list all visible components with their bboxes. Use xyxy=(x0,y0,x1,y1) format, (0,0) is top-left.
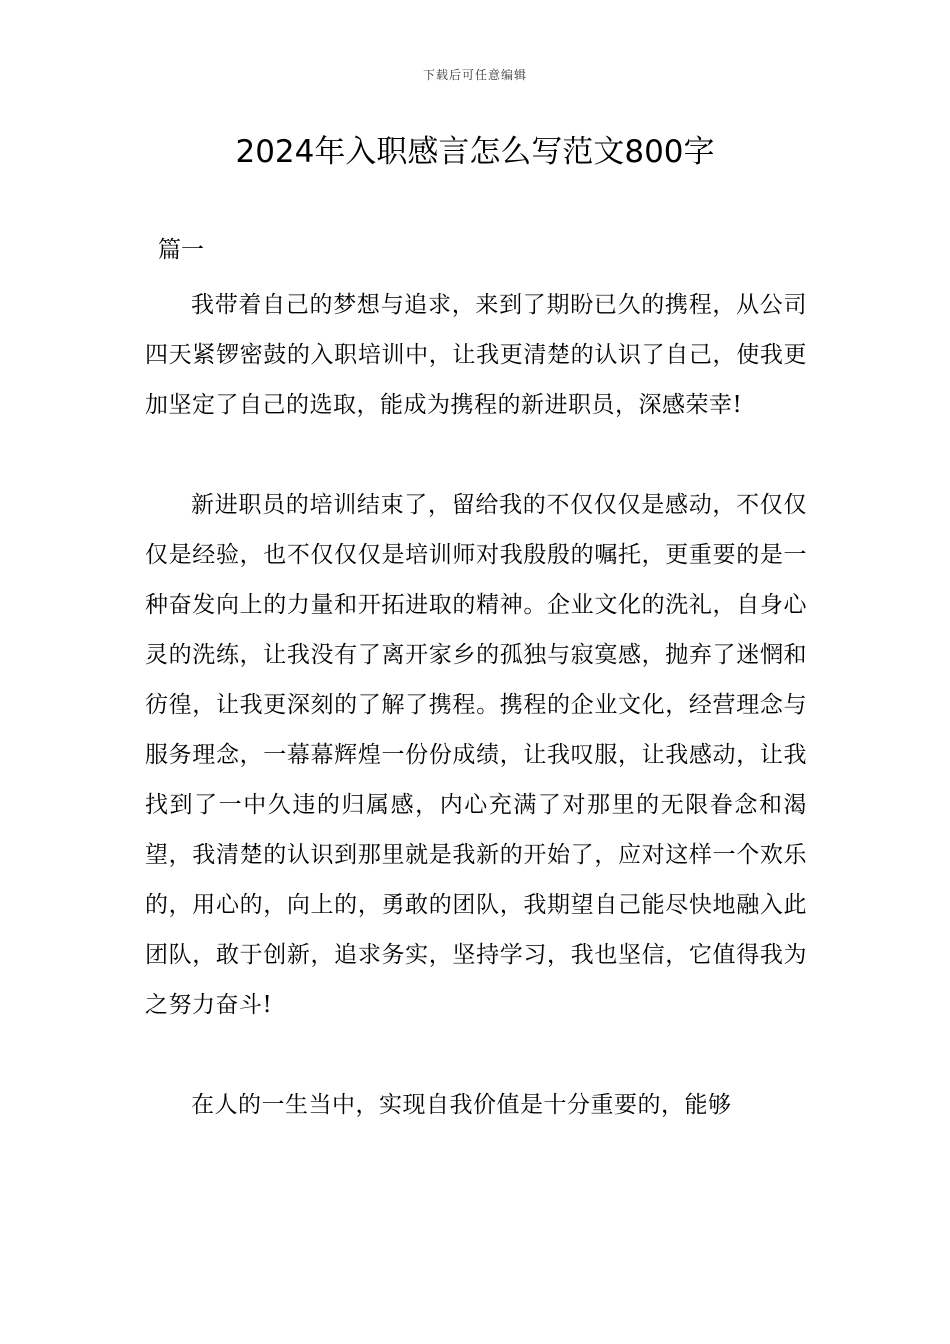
paragraph-3: 在人的一生当中，实现自我价值是十分重要的，能够 xyxy=(191,1092,732,1118)
paragraph-2: 新进职员的培训结束了，留给我的不仅仅仅是感动，不仅仅仅是经验，也不仅仅仅是培训师对我殷殷的嘱托，更重要的是一种奋发向上的力量和开拓进取的精神。企业文化的洗礼，自身心灵的洗练，让我没有了离开家乡的孤独与寂寞感，抛弃了迷惘和彷徨，让我更深刻的了解了携程。携程的企业文化，经营理念与服务理念，一幕幕辉煌一份份成绩，让我叹服，让我感动，让我找到了一中久违的归属感，内心充满了对那里的无限眷念和渴望，我清楚的认识到那里就是我新的开始了，应对这样一个欢乐的，用心的，向上的，勇敢的团队，我期望自己能尽快地融入此团队，敢于创新，追求务实，坚持学习，我也坚信，它值得我为之努力奋斗! xyxy=(145,492,807,1018)
header-note: 下载后可任意编辑 xyxy=(422,68,527,82)
paragraph-1: 我带着自己的梦想与追求，来到了期盼已久的携程，从公司四天紧锣密鼓的入职培训中，让我更清楚的认识了自己，使我更加坚定了自己的选取，能成为携程的新进职员，深感荣幸! xyxy=(145,292,807,418)
document-body xyxy=(145,280,807,1130)
section-label: 篇一 xyxy=(158,237,204,263)
document-title: 2024年入职感言怎么写范文800字 xyxy=(235,134,715,170)
